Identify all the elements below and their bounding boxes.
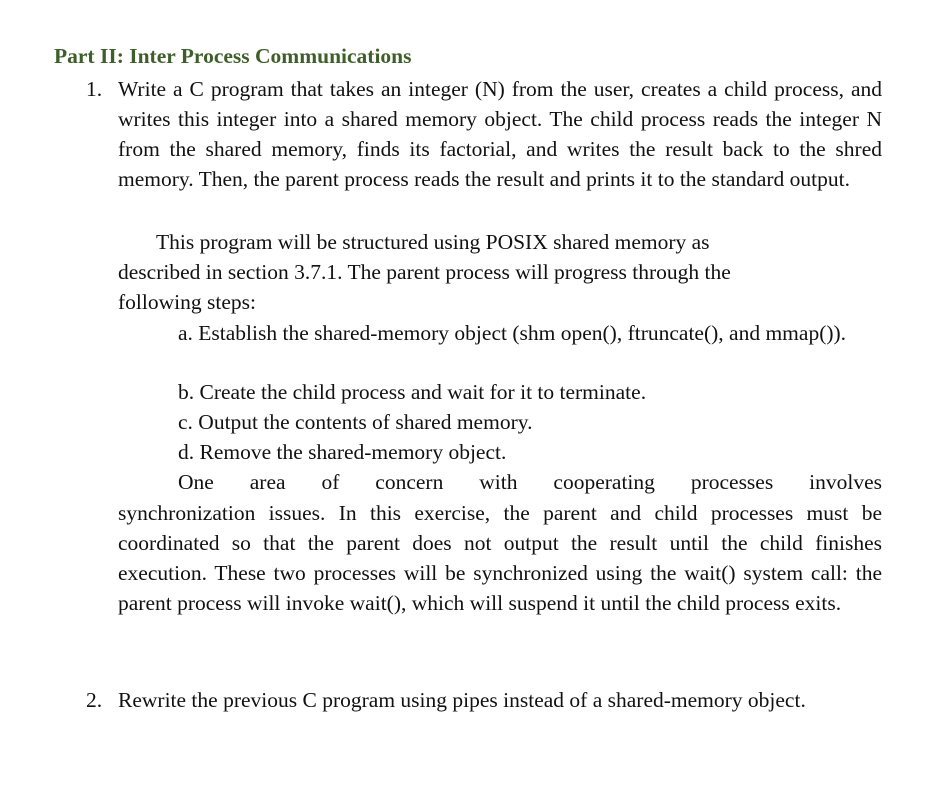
item-1-paragraph-2-line-3: following steps: bbox=[118, 290, 256, 314]
section-heading: Part II: Inter Process Communications bbox=[54, 44, 412, 68]
step-c: c. Output the contents of shared memory. bbox=[178, 410, 533, 434]
item-2-text: Rewrite the previous C program using pipes instead of a shared-memory object. bbox=[118, 688, 806, 712]
item-1-paragraph-3-rest: synchronization issues. In this exercise, the parent and child processes must be coordinated so that the parent does not output the result until the child finishes execution. These two processes will be synchronized using the wait() system call: the parent process will invoke wait(), which will suspend it until the child process exits. bbox=[118, 501, 882, 615]
step-a: a. Establish the shared-memory object (shm open(), ftruncate(), and mmap()). bbox=[178, 321, 847, 345]
step-d: d. Remove the shared-memory object. bbox=[178, 440, 507, 464]
item-1-number: 1. bbox=[86, 77, 103, 101]
item-2-number: 2. bbox=[86, 688, 103, 712]
item-1-paragraph-1: Write a C program that takes an integer (N) from the user, creates a child process, and writes this integer into a shared memory object. The child process reads the integer N from the shared memory, finds its factorial, and writes the result back to the shred memory. Then, the parent process reads the result and prints it to the standard output. bbox=[118, 77, 882, 191]
item-1-paragraph-2-line-1: This program will be structured using POSIX shared memory as bbox=[156, 230, 710, 254]
item-1-paragraph-3-line-1: One area of concern with cooperating processes involves bbox=[178, 470, 882, 494]
step-b: b. Create the child process and wait for it to terminate. bbox=[178, 380, 647, 404]
item-1-paragraph-2-line-2: described in section 3.7.1. The parent process will progress through the bbox=[118, 260, 731, 284]
